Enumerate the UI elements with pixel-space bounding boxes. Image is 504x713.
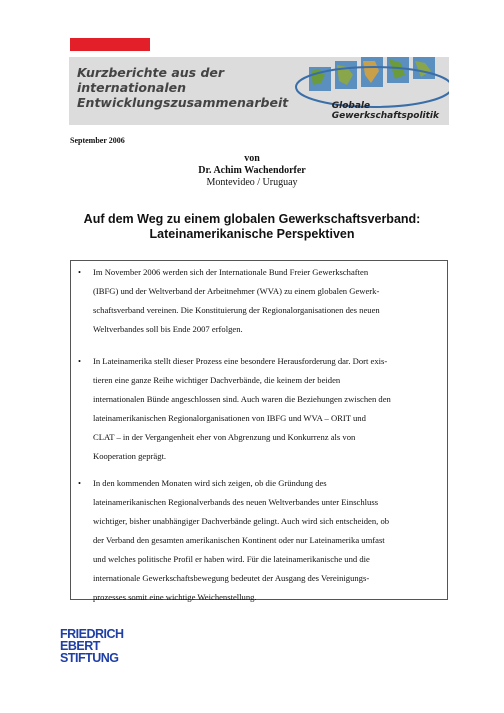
summary-line: internationale Gewerkschaftsbewegung bedeutet der Ausgang des Vereinigungs- <box>93 573 370 583</box>
author-block <box>0 153 504 189</box>
summary-line: schaftsverband vereinen. Die Konstituierung der Regionalorganisationen des neuen <box>93 305 380 315</box>
summary-line: In den kommenden Monaten wird sich zeigen, ob die Gründung des <box>93 478 327 488</box>
bullet-icon: • <box>78 478 82 488</box>
bullet-icon: • <box>78 267 82 277</box>
logo-line-2: EBERT <box>60 639 100 653</box>
publication-date: September 2006 <box>70 136 125 145</box>
summary-line: lateinamerikanischen Regionalorganisationen von IBFG und WVA – ORIT und <box>93 413 366 423</box>
author-location: Montevideo / Uruguay <box>206 177 298 188</box>
series-title-line-2: internationalen <box>77 80 186 95</box>
red-accent-bar <box>70 38 150 51</box>
brand-line-2: Gewerkschaftspolitik <box>331 111 439 121</box>
summary-line: (IBFG) und der Weltverband der Arbeitnehmer (WVA) zu einem globalen Gewerk- <box>93 286 380 296</box>
series-title-line-3: Entwicklungszusammenarbeit <box>77 95 289 110</box>
series-title <box>77 65 288 110</box>
summary-line: Im November 2006 werden sich der Internationale Bund Freier Gewerkschaften <box>93 267 369 277</box>
summary-line: CLAT – in der Vergangenheit eher von Abgrenzung und Konkurrenz als von <box>93 432 356 442</box>
summary-line: und welches politische Profil er haben wird. Für die lateinamerikanische und die <box>93 554 370 564</box>
title-line-2: Lateinamerikanische Perspektiven <box>149 227 355 241</box>
summary-line: internationalen Bünde angeschlossen sind. Auch waren die Beziehungen zwischen den <box>93 394 391 404</box>
summary-line: der Verband den gesamten amerikanischen Kontinent oder nur Lateinamerika umfast <box>93 535 385 545</box>
friedrich-ebert-stiftung-logo <box>60 628 124 664</box>
summary-box <box>70 260 448 600</box>
summary-line: lateinamerikanischen Regionalverbands des neuen Weltverbandes unter Einschluss <box>93 497 379 507</box>
series-banner <box>69 57 449 125</box>
series-title-line-1: Kurzberichte aus der <box>77 65 225 80</box>
series-brand <box>332 101 439 121</box>
summary-item <box>71 474 447 607</box>
summary-line: tieren eine ganze Reihe wichtiger Dachverbände, die keinem der beiden <box>93 375 341 385</box>
logo-line-3: STIFTUNG <box>60 651 119 665</box>
summary-line: In Lateinamerika stellt dieser Prozess eine besondere Herausforderung dar. Dort exis- <box>93 356 388 366</box>
summary-line: Kooperation geprägt. <box>93 451 167 461</box>
bullet-icon: • <box>78 356 82 366</box>
document-title <box>0 212 504 242</box>
title-line-1: Auf dem Weg zu einem globalen Gewerkschaftsverband: <box>83 212 421 226</box>
summary-line: prozesses somit eine wichtige Weichenstellung. <box>93 592 257 602</box>
summary-line: Weltverbandes soll bis Ende 2007 erfolgen. <box>93 324 243 334</box>
summary-item <box>71 352 447 466</box>
summary-item <box>71 263 447 339</box>
summary-line: wichtiger, bisher unabhängiger Dachverbände gelingt. Auch wird sich entscheiden, ob <box>93 516 390 526</box>
logo-line-1: FRIEDRICH <box>60 627 124 641</box>
author-name: Dr. Achim Wachendorfer <box>198 165 306 176</box>
by-label: von <box>244 153 260 164</box>
brand-line-1: Globale <box>331 101 371 111</box>
